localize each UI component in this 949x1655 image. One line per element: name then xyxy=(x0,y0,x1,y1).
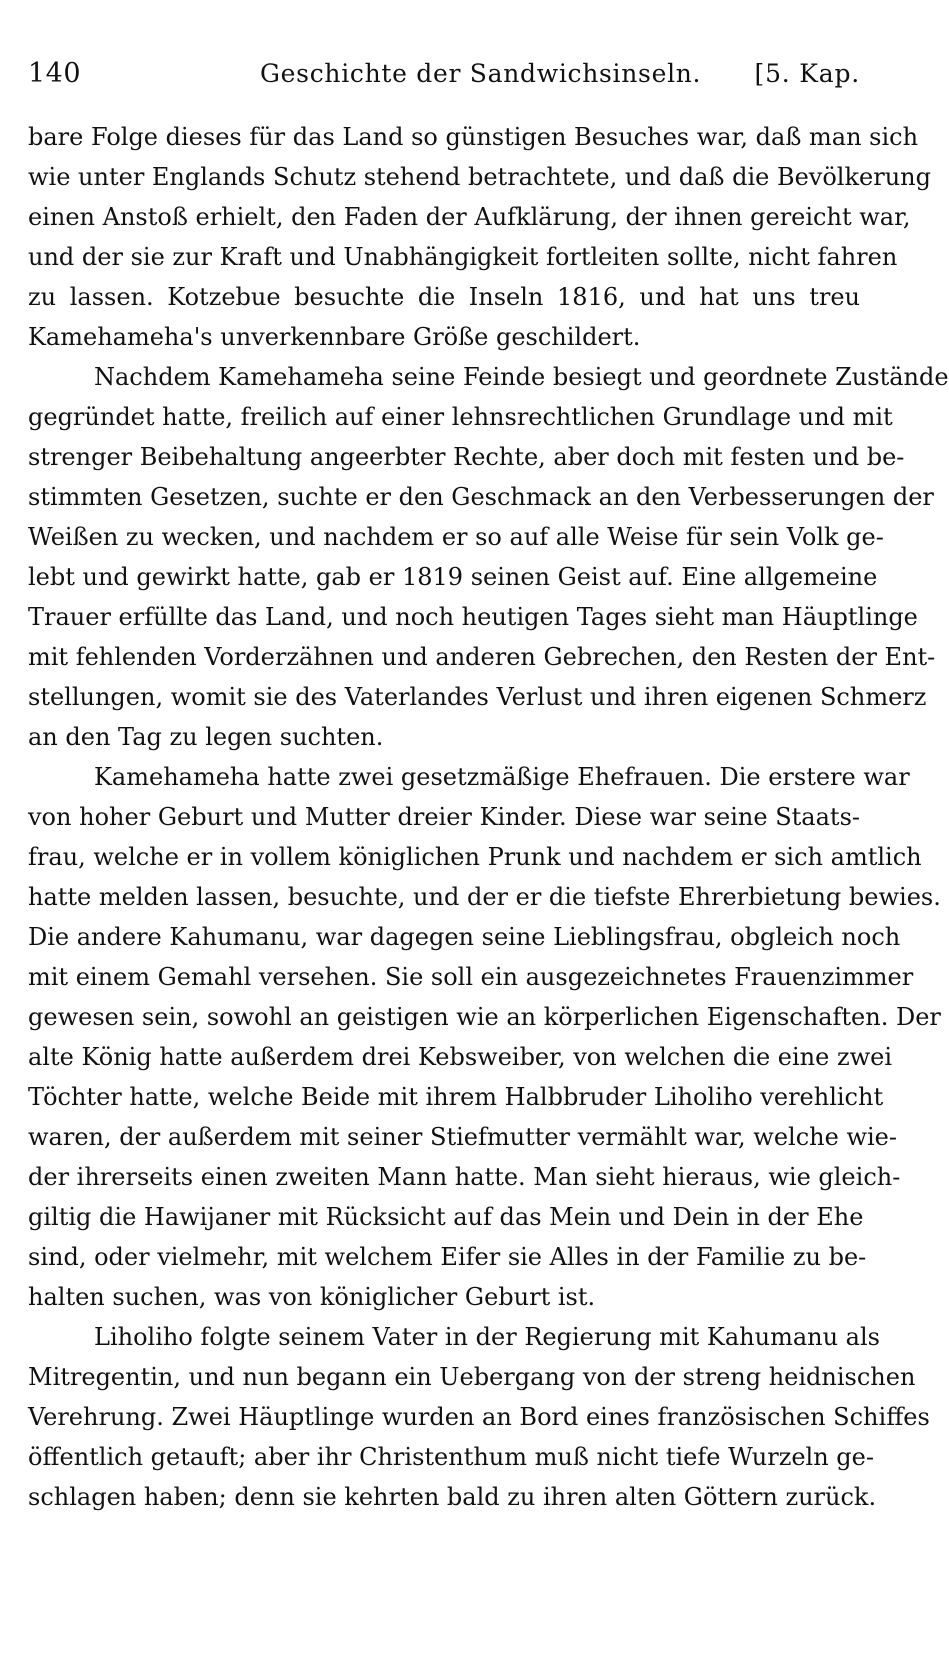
text-line: von hoher Geburt und Mutter dreier Kinder. Diese war seine Staats- xyxy=(28,803,860,831)
text-line: der ihrerseits einen zweiten Mann hatte. Man sieht hieraus, wie gleich- xyxy=(28,1163,901,1191)
text-line: und der sie zur Kraft und Unabhängigkeit fortleiten sollte, nicht fahren xyxy=(28,243,898,271)
text-line: stimmten Gesetzen, suchte er den Geschmack an den Verbesserungen der xyxy=(28,483,934,511)
text-line: lebt und gewirkt hatte, gab er 1819 seinen Geist auf. Eine allgemeine xyxy=(28,563,878,591)
text-line: gegründet hatte, freilich auf einer lehnsrechtlichen Grundlage und mit xyxy=(28,403,893,431)
text-line: alte König hatte außerdem drei Kebsweiber, von welchen die eine zwei xyxy=(28,1043,893,1071)
text-line: mit einem Gemahl versehen. Sie soll ein ausgezeichnetes Frauenzimmer xyxy=(28,963,914,991)
text-line: einen Anstoß erhielt, den Faden der Aufklärung, der ihnen gereicht war, xyxy=(28,203,911,231)
text-line: schlagen haben; denn sie kehrten bald zu ihren alten Göttern zurück. xyxy=(28,1483,877,1511)
text-line: Liholiho folgte seinem Vater in der Regierung mit Kahumanu als xyxy=(94,1323,880,1351)
text-line: wie unter Englands Schutz stehend betrachtete, und daß die Bevölkerung xyxy=(28,163,931,191)
text-line: mit fehlenden Vorderzähnen und anderen Gebrechen, den Resten der Ent- xyxy=(28,643,936,671)
text-line: öffentlich getauft; aber ihr Christenthum muß nicht tiefe Wurzeln ge- xyxy=(28,1443,874,1471)
text-line: Die andere Kahumanu, war dagegen seine Lieblingsfrau, obgleich noch xyxy=(28,923,901,951)
running-title: Geschichte der Sandwichsinseln. xyxy=(260,59,702,88)
text-line: Kamehameha hatte zwei gesetzmäßige Ehefrauen. Die erstere war xyxy=(94,763,910,791)
chapter-reference: [5. Kap. xyxy=(754,59,860,88)
text-line: Töchter hatte, welche Beide mit ihrem Halbbruder Liholiho verehlicht xyxy=(28,1083,884,1111)
text-line: bare Folge dieses für das Land so günstigen Besuches war, daß man sich xyxy=(28,123,919,151)
text-line: frau, welche er in vollem königlichen Prunk und nachdem er sich amtlich xyxy=(28,843,922,871)
text-line: hatte melden lassen, besuchte, und der er die tiefste Ehrerbietung bewies. xyxy=(28,883,941,911)
text-line: Trauer erfüllte das Land, und noch heutigen Tages sieht man Häuptlinge xyxy=(28,603,918,631)
text-line: Weißen zu wecken, und nachdem er so auf alle Weise für sein Volk ge- xyxy=(28,523,884,551)
running-head xyxy=(28,52,860,96)
text-line: an den Tag zu legen suchten. xyxy=(28,723,384,751)
text-line: strenger Beibehaltung angeerbter Rechte, aber doch mit festen und be- xyxy=(28,443,905,471)
page-number: 140 xyxy=(28,58,82,89)
text-line: Kamehameha's unverkennbare Größe geschildert. xyxy=(28,323,641,351)
text-line: sind, oder vielmehr, mit welchem Eifer sie Alles in der Familie zu be- xyxy=(28,1243,867,1271)
text-line: waren, der außerdem mit seiner Stiefmutter vermählt war, welche wie- xyxy=(28,1123,897,1151)
text-line: Mitregentin, und nun begann ein Uebergang von der streng heidnischen xyxy=(28,1363,916,1391)
text-line: halten suchen, was von königlicher Geburt ist. xyxy=(28,1283,596,1311)
text-line: giltig die Hawijaner mit Rücksicht auf das Mein und Dein in der Ehe xyxy=(28,1203,864,1231)
text-line: stellungen, womit sie des Vaterlandes Verlust und ihren eigenen Schmerz xyxy=(28,683,927,711)
text-line: Verehrung. Zwei Häuptlinge wurden an Bord eines französischen Schiffes xyxy=(28,1403,930,1431)
text-line: gewesen sein, sowohl an geistigen wie an körperlichen Eigenschaften. Der xyxy=(28,1003,941,1031)
text-line: zu lassen. Kotzebue besuchte die Inseln 1816, und hat uns treu xyxy=(28,283,860,311)
text-line: Nachdem Kamehameha seine Feinde besiegt und geordnete Zustände xyxy=(94,363,949,391)
